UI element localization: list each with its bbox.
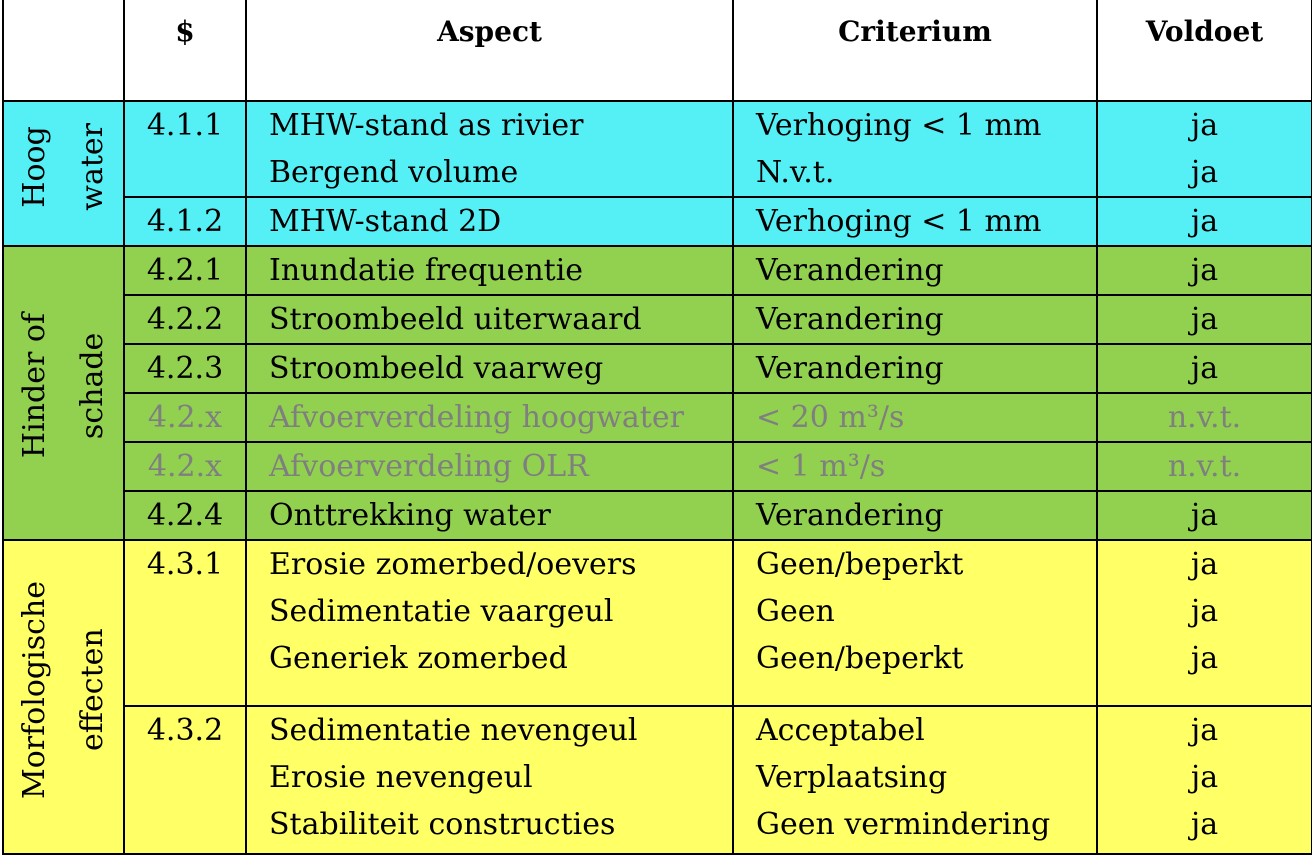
header-complies: Voldoet — [1097, 0, 1312, 101]
aspect-cell: Stroombeeld vaarweg — [246, 344, 733, 393]
aspect-cell: Onttrekking water — [246, 491, 733, 540]
section-number: 4.2.x — [124, 393, 246, 442]
criterion-cell: Verhoging < 1 mm — [733, 197, 1097, 246]
criterion-cell: < 1 m³/s — [733, 442, 1097, 491]
complies-cell: n.v.t. — [1097, 393, 1312, 442]
aspect-cell: Sedimentatie nevengeul Erosie nevengeul Stabiliteit constructies — [246, 706, 733, 854]
criterion-cell: < 20 m³/s — [733, 393, 1097, 442]
section-number: 4.1.2 — [124, 197, 246, 246]
header-aspect: Aspect — [246, 0, 733, 101]
table-row — [3, 295, 1312, 344]
section-number: 4.2.4 — [124, 491, 246, 540]
table-row — [3, 197, 1312, 246]
complies-cell: ja ja ja — [1097, 540, 1312, 706]
table-row — [3, 101, 1312, 197]
table-row-not-applicable — [3, 393, 1312, 442]
complies-cell: ja — [1097, 246, 1312, 295]
aspect-cell: Erosie zomerbed/oevers Sedimentatie vaargeul Generiek zomerbed — [246, 540, 733, 706]
criterion-cell: Verandering — [733, 295, 1097, 344]
group-label-hoog-water: Hoog water — [3, 101, 124, 246]
section-number: 4.3.1 — [124, 540, 246, 706]
aspect-cell: MHW-stand 2D — [246, 197, 733, 246]
header-row — [3, 0, 1312, 101]
table-row — [3, 491, 1312, 540]
aspect-cell: MHW-stand as rivier Bergend volume — [246, 101, 733, 197]
complies-cell: n.v.t. — [1097, 442, 1312, 491]
section-number: 4.3.2 — [124, 706, 246, 854]
section-number: 4.2.2 — [124, 295, 246, 344]
criterion-cell: Verhoging < 1 mm N.v.t. — [733, 101, 1097, 197]
complies-cell: ja ja ja — [1097, 706, 1312, 854]
aspect-cell: Inundatie frequentie — [246, 246, 733, 295]
header-blank — [3, 0, 124, 101]
complies-cell: ja — [1097, 491, 1312, 540]
table-row — [3, 344, 1312, 393]
table-row — [3, 540, 1312, 706]
header-section: $ — [124, 0, 246, 101]
complies-cell: ja ja — [1097, 101, 1312, 197]
table-row — [3, 246, 1312, 295]
section-number: 4.2.1 — [124, 246, 246, 295]
table-row-not-applicable — [3, 442, 1312, 491]
aspect-cell: Stroombeeld uiterwaard — [246, 295, 733, 344]
criterion-cell: Verandering — [733, 491, 1097, 540]
complies-cell: ja — [1097, 197, 1312, 246]
table-wrapper — [2, 0, 1312, 856]
section-number: 4.1.1 — [124, 101, 246, 197]
criteria-table — [2, 0, 1312, 855]
criterion-cell: Verandering — [733, 246, 1097, 295]
complies-cell: ja — [1097, 344, 1312, 393]
criterion-cell: Geen/beperkt Geen Geen/beperkt — [733, 540, 1097, 706]
group-label-morfologische-effecten: Morfologische effecten — [3, 540, 124, 854]
section-number: 4.2.x — [124, 442, 246, 491]
group-label-hinder-of-schade: Hinder of schade — [3, 246, 124, 540]
header-criterion: Criterium — [733, 0, 1097, 101]
criterion-cell: Acceptabel Verplaatsing Geen vermindering — [733, 706, 1097, 854]
complies-cell: ja — [1097, 295, 1312, 344]
table-row — [3, 706, 1312, 854]
aspect-cell: Afvoerverdeling hoogwater — [246, 393, 733, 442]
aspect-cell: Afvoerverdeling OLR — [246, 442, 733, 491]
criterion-cell: Verandering — [733, 344, 1097, 393]
section-number: 4.2.3 — [124, 344, 246, 393]
